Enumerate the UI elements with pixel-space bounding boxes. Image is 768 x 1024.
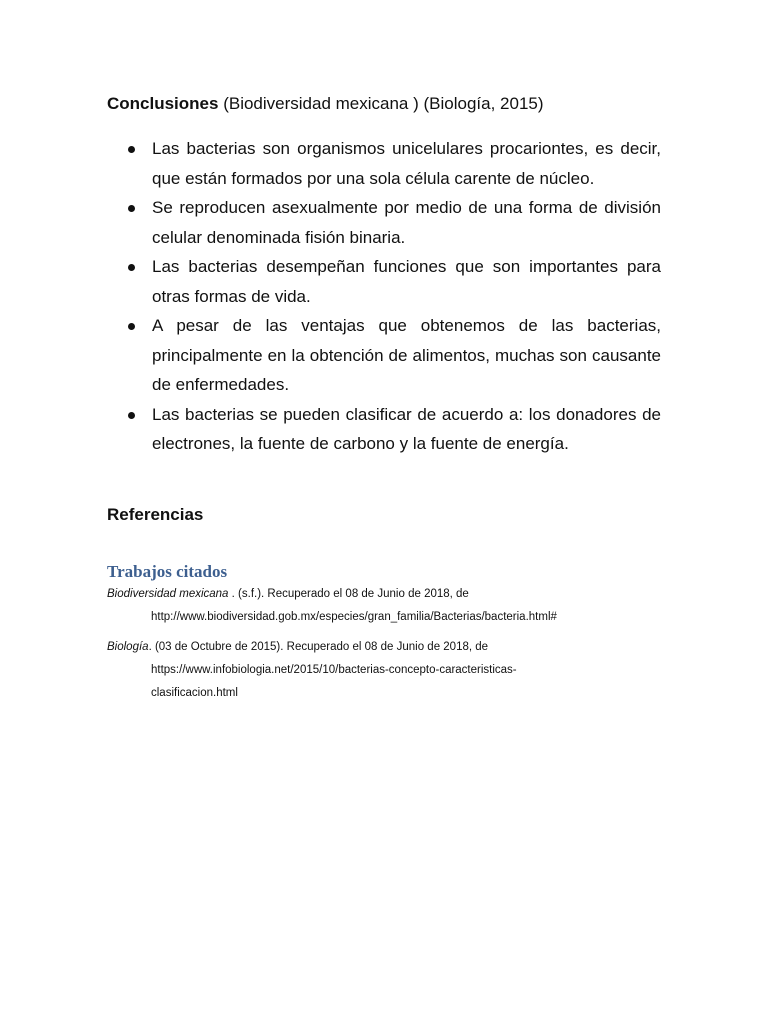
bullet-icon xyxy=(128,323,135,330)
citation-entry xyxy=(107,636,627,705)
list-item-text: Las bacterias se pueden clasificar de acuerdo a: los donadores de electrones, la fuente de carbono y la fuente de energía. xyxy=(152,404,661,453)
list-item xyxy=(107,400,661,459)
list-item xyxy=(107,252,661,311)
bullet-icon xyxy=(128,412,135,419)
citation-url[interactable]: https://www.infobiologia.net/2015/10/bacterias-concepto-caracteristicas- xyxy=(151,664,517,676)
list-item xyxy=(107,193,661,252)
conclusions-list xyxy=(107,134,661,459)
conclusions-heading-bold: Conclusiones xyxy=(107,94,219,113)
citation-details: . (s.f.). Recuperado el 08 de Junio de 2018, de xyxy=(228,588,469,600)
references-heading: Referencias xyxy=(107,505,204,524)
list-item-text: Se reproducen asexualmente por medio de una forma de división celular denominada fisión binaria. xyxy=(152,198,661,247)
bullet-icon xyxy=(128,146,135,153)
citation-title: Biología xyxy=(107,641,149,653)
citation-url-continued[interactable]: clasificacion.html xyxy=(151,687,238,699)
bullet-icon xyxy=(128,264,135,271)
conclusions-heading-sources: (Biodiversidad mexicana ) (Biología, 2015) xyxy=(218,94,544,113)
list-item-text: A pesar de las ventajas que obtenemos de las bacterias, principalmente en la obtención de alimentos, muchas son causante de enfermedades. xyxy=(152,316,661,394)
citation-details: . (03 de Octubre de 2015). Recuperado el 08 de Junio de 2018, de xyxy=(148,641,489,653)
citation-entry xyxy=(107,583,627,629)
citation-url[interactable]: http://www.biodiversidad.gob.mx/especies/gran_familia/Bacterias/bacteria.html# xyxy=(151,611,557,623)
list-item-text: Las bacterias son organismos unicelulares procariontes, es decir, que están formados por una sola célula carente de núcleo. xyxy=(152,139,661,188)
bullet-icon xyxy=(128,205,135,212)
list-item xyxy=(107,311,661,400)
conclusions-heading xyxy=(107,93,544,115)
citation-title: Biodiversidad mexicana xyxy=(107,588,229,600)
list-item-text: Las bacterias desempeñan funciones que son importantes para otras formas de vida. xyxy=(152,257,661,306)
works-cited-heading: Trabajos citados xyxy=(107,562,228,581)
list-item xyxy=(107,134,661,193)
